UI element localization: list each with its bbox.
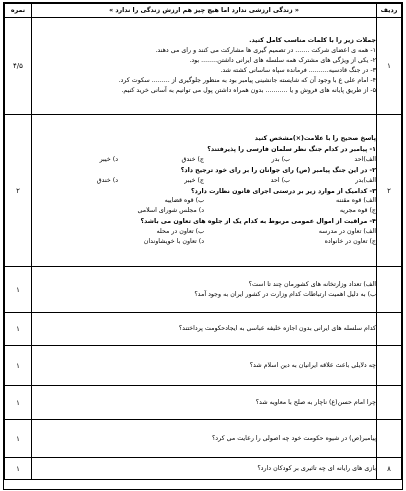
question-score: ۲ bbox=[5, 115, 32, 267]
question-text: چرا امام حسن(ع) ناچار به صلح با معاویه شد؟ bbox=[32, 386, 377, 420]
mcq-option[interactable]: ج) خندق bbox=[181, 155, 204, 163]
mcq-option[interactable]: د) مجلس شورای اسلامی bbox=[137, 207, 204, 215]
question-row-8 bbox=[5, 458, 402, 480]
mcq-question: ۴- مراقبت از اموال عمومی مربوط به کدام یک از جلوه های تعاون می باشد؟ bbox=[140, 218, 376, 226]
question-row-7 bbox=[5, 420, 402, 458]
exam-sheet bbox=[3, 2, 403, 490]
question-title: پاسخ صحیح را با علامت(×)مشخص کنید bbox=[254, 135, 376, 143]
mcq-option[interactable]: ب) تعاون در محله bbox=[156, 228, 204, 236]
fill-blank-line: ۵- از طریق پایانه های فروش و یا ........... بدون همراه داشتن پول می توانیم به آسانی خرید کنیم. bbox=[121, 86, 376, 94]
question-score: ۱ bbox=[5, 420, 32, 458]
question-score: ۴/۵ bbox=[5, 18, 32, 115]
mcq-option[interactable]: ج) خیبر bbox=[184, 176, 204, 184]
mcq-options bbox=[32, 155, 376, 165]
mcq-question: ۱- پیامبر در کدام جنگ نظر سلمان فارسی را پذیرفتند؟ bbox=[207, 145, 376, 153]
question-text: چه دلایلی باعث علاقه ایرانیان به دین اسلام شد؟ bbox=[32, 346, 377, 386]
mcq-option[interactable]: ج) قوه مجریه bbox=[339, 207, 376, 215]
question-content bbox=[32, 18, 377, 115]
question-text: کدام سلسله های ایرانی بدون اجازه خلیفه عباسی به ایجادحکومت پرداختند؟ bbox=[32, 313, 377, 346]
score-label-header: نمره bbox=[5, 4, 32, 18]
mcq-options bbox=[32, 176, 376, 186]
mcq-options bbox=[32, 206, 376, 216]
question-number: ۱ bbox=[377, 18, 402, 115]
mcq-option[interactable]: الف) قوه مقننه bbox=[336, 197, 376, 205]
mcq-option[interactable]: ب) قوه قضاییه bbox=[164, 197, 204, 205]
question-text: بازی های رایانه ای چه تاثیری بر کودکان دارد؟ bbox=[32, 458, 377, 480]
mcq-option[interactable]: د) خندق bbox=[96, 176, 118, 184]
mcq-option[interactable]: د) خیبر bbox=[99, 155, 118, 163]
mcq-question: ۲- در این جنگ پیامبر (ص) رای جوانان را بر رای خود ترجیح داد؟ bbox=[180, 166, 376, 174]
header-row bbox=[5, 4, 402, 18]
question-row-2 bbox=[5, 115, 402, 267]
question-row-5 bbox=[5, 346, 402, 386]
mcq-option[interactable]: د) تعاون با خویشاوندان bbox=[143, 238, 204, 246]
question-score: ۱ bbox=[5, 458, 32, 480]
mcq-option[interactable]: الف) تعاون در مدرسه bbox=[318, 228, 376, 236]
question-score: ۱ bbox=[5, 386, 32, 420]
question-row-4 bbox=[5, 313, 402, 346]
question-number: ۲ bbox=[377, 115, 402, 267]
question-content bbox=[32, 115, 377, 267]
mcq-option[interactable]: الف)بدر bbox=[355, 176, 376, 184]
mcq-option[interactable]: ب) بدر bbox=[271, 155, 290, 163]
question-number: ۸ bbox=[377, 458, 402, 480]
mcq-options bbox=[32, 227, 376, 237]
question-score: ۱ bbox=[5, 313, 32, 346]
question-row-6 bbox=[5, 386, 402, 420]
question-text: ب) به دلیل اهمیت ارتباطات کدام وزارت در کشور ایران به وجود آمد؟ bbox=[194, 290, 376, 298]
fill-blank-line: ۴- امام علی ع با وجود آن که شایسته جانشینی پیامبر بود به منظور جلوگیری از ......... سکوت کرد. bbox=[118, 76, 376, 84]
mcq-options bbox=[32, 196, 376, 206]
question-text: الف) تعداد وزارتخانه های کشورمان چند تا است؟ bbox=[248, 280, 376, 288]
mcq-question: ۳- کدامیک از موارد زیر بر درستی اجرای قانون نظارت دارد؟ bbox=[190, 187, 376, 195]
question-text: پیامبر(ص) در شیوه حکومت خود چه اصولی را رعایت می کرد؟ bbox=[32, 420, 377, 458]
fill-blank-line: ۲- یکی از ویژگی های مشترک همه سلسله های ایرانی داشتن........ بود. bbox=[189, 57, 376, 65]
mcq-option[interactable]: ب) احد bbox=[270, 176, 290, 184]
fill-blank-line: ۳- در جنگ قادسیه.......... فرمانده سپاه ساسانی کشته شد. bbox=[220, 67, 376, 74]
exam-table bbox=[4, 3, 402, 480]
fill-blank-line: ۱- همه ی اعضای شرکت ....... در تصمیم گیری ها مشارکت می کنند و رای می دهند. bbox=[155, 47, 376, 55]
question-content bbox=[32, 267, 377, 313]
question-title: جملات زیر را با کلمات مناسب کامل کنید. bbox=[249, 37, 376, 45]
mcq-options bbox=[32, 237, 376, 247]
question-row-3 bbox=[5, 267, 402, 313]
question-score: ۱ bbox=[5, 346, 32, 386]
question-row-1 bbox=[5, 18, 402, 115]
mcq-option[interactable]: ج) تعاون در خانواده bbox=[324, 238, 376, 246]
exam-title: « زندگی ارزشی ندارد اما هیچ چیز هم ارزش زندگی را ندارد » bbox=[32, 4, 377, 18]
mcq-option[interactable]: الف)احد bbox=[354, 155, 376, 163]
question-score: ۱ bbox=[5, 267, 32, 313]
row-label-header: ردیف bbox=[377, 4, 402, 18]
